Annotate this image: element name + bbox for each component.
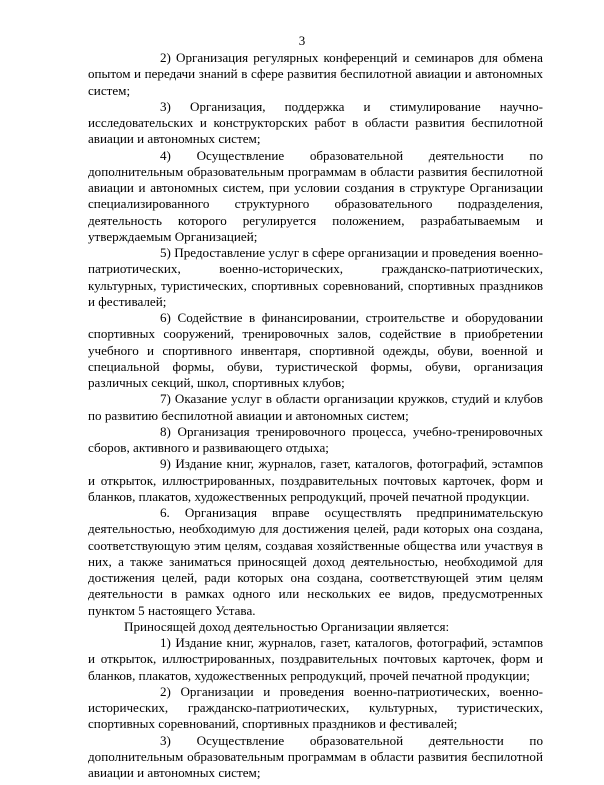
paragraph-number: 9) bbox=[160, 456, 171, 472]
paragraph-number: 5) bbox=[160, 245, 171, 260]
paragraph-number: 6. bbox=[160, 505, 170, 520]
paragraph-text: Издание книг, журналов, газет, каталогов, фотографий, эстампов и открыток, иллюстрированных, поздравительных почтовых карточек, форм и бланков, плакатов, художественных репродукций, прочей печатной продукции. bbox=[88, 456, 543, 504]
paragraph-number: 8) bbox=[160, 423, 171, 439]
paragraph-number: 4) bbox=[160, 147, 171, 163]
paragraph-number: 2) bbox=[160, 50, 171, 65]
paragraph-number: 2) bbox=[160, 683, 171, 699]
paragraph-number: 3) bbox=[160, 98, 171, 114]
paragraph bbox=[88, 635, 543, 684]
document-body bbox=[88, 50, 543, 781]
paragraph-text: Содействие в финансировании, строительстве и оборудовании спортивных сооружений, тренировочных залов, содействие в приобретении учебного и спортивного инвентаря, спортивной одежды, обуви, военной и специальной формы, обуви, туристической формы, обуви, организация различных секций, школ, спортивных клубов; bbox=[88, 310, 543, 390]
paragraph-number: 3) bbox=[160, 732, 171, 748]
paragraph-number: 6) bbox=[160, 310, 171, 325]
paragraph bbox=[88, 733, 543, 782]
paragraph bbox=[88, 99, 543, 148]
paragraph-number: 7) bbox=[160, 391, 171, 407]
paragraph bbox=[88, 505, 543, 619]
paragraph bbox=[88, 391, 543, 424]
paragraph-text: Организация вправе осуществлять предпринимательскую деятельностью, необходимую для достижения целей, ради которых она создана, соответствующую этим целям, создавая хозяйственные общества или участвуя в них, а также заниматься приносящей доход деятельностью, необходимой для достижения целей, ради которых она создана, соответствующей этим целям деятельности в рамках одного или нескольких ее видов, предусмотренных пунктом 5 настоящего Устава. bbox=[88, 505, 543, 618]
paragraph-text: Осуществление образовательной деятельности по дополнительным образовательным программам в области развития беспилотной авиации и автономных систем, при условии создания в структуре Организации специализированного структурного образовательного подразделения, деятельность которого регулируется положением, разрабатываемым и утверждаемым Организацией; bbox=[88, 147, 543, 244]
paragraph bbox=[88, 245, 543, 310]
paragraph bbox=[88, 619, 543, 635]
paragraph bbox=[88, 684, 543, 733]
page-number: 3 bbox=[298, 33, 306, 48]
paragraph-text: Организация тренировочного процесса, учебно-тренировочных сборов, активного и развивающего отдыха; bbox=[88, 423, 543, 455]
paragraph-text: Приносящей доход деятельностью Организации является: bbox=[124, 618, 450, 634]
paragraph-text: Осуществление образовательной деятельности по дополнительным образовательным программам в области развития беспилотной авиации и автономных систем; bbox=[88, 732, 543, 780]
paragraph-text: Издание книг, журналов, газет, каталогов, фотографий, эстампов и открыток, иллюстрированных, поздравительных почтовых карточек, форм и бланков, плакатов, художественных репродукций, прочей печатной продукции; bbox=[88, 635, 543, 683]
paragraph-text: Оказание услуг в области организации кружков, студий и клубов по развитию беспилотной авиации и автономных систем; bbox=[88, 391, 543, 423]
paragraph bbox=[88, 456, 543, 505]
paragraph-text: Предоставление услуг в сфере организации и проведения военно-патриотических, военно-исторических, гражданско-патриотических, культурных, туристических, спортивных соревнований, спортивных праздников и фестивалей; bbox=[88, 245, 543, 309]
paragraph-text: Организация, поддержка и стимулирование научно-исследовательских и конструкторских работ в области развития беспилотной авиации и автономных систем; bbox=[88, 98, 543, 147]
paragraph bbox=[88, 148, 543, 246]
paragraph-number: 1) bbox=[160, 635, 171, 650]
paragraph bbox=[88, 424, 543, 457]
paragraph bbox=[88, 50, 543, 99]
paragraph-text: Организация регулярных конференций и семинаров для обмена опытом и передачи знаний в сфере развития беспилотной авиации и автономных систем; bbox=[88, 50, 543, 98]
paragraph-text: Организации и проведения военно-патриотических, военно-исторических, гражданско-патриотических, культурных, туристических, спортивных соревнований, спортивных праздников и фестивалей; bbox=[88, 683, 543, 732]
paragraph bbox=[88, 310, 543, 391]
